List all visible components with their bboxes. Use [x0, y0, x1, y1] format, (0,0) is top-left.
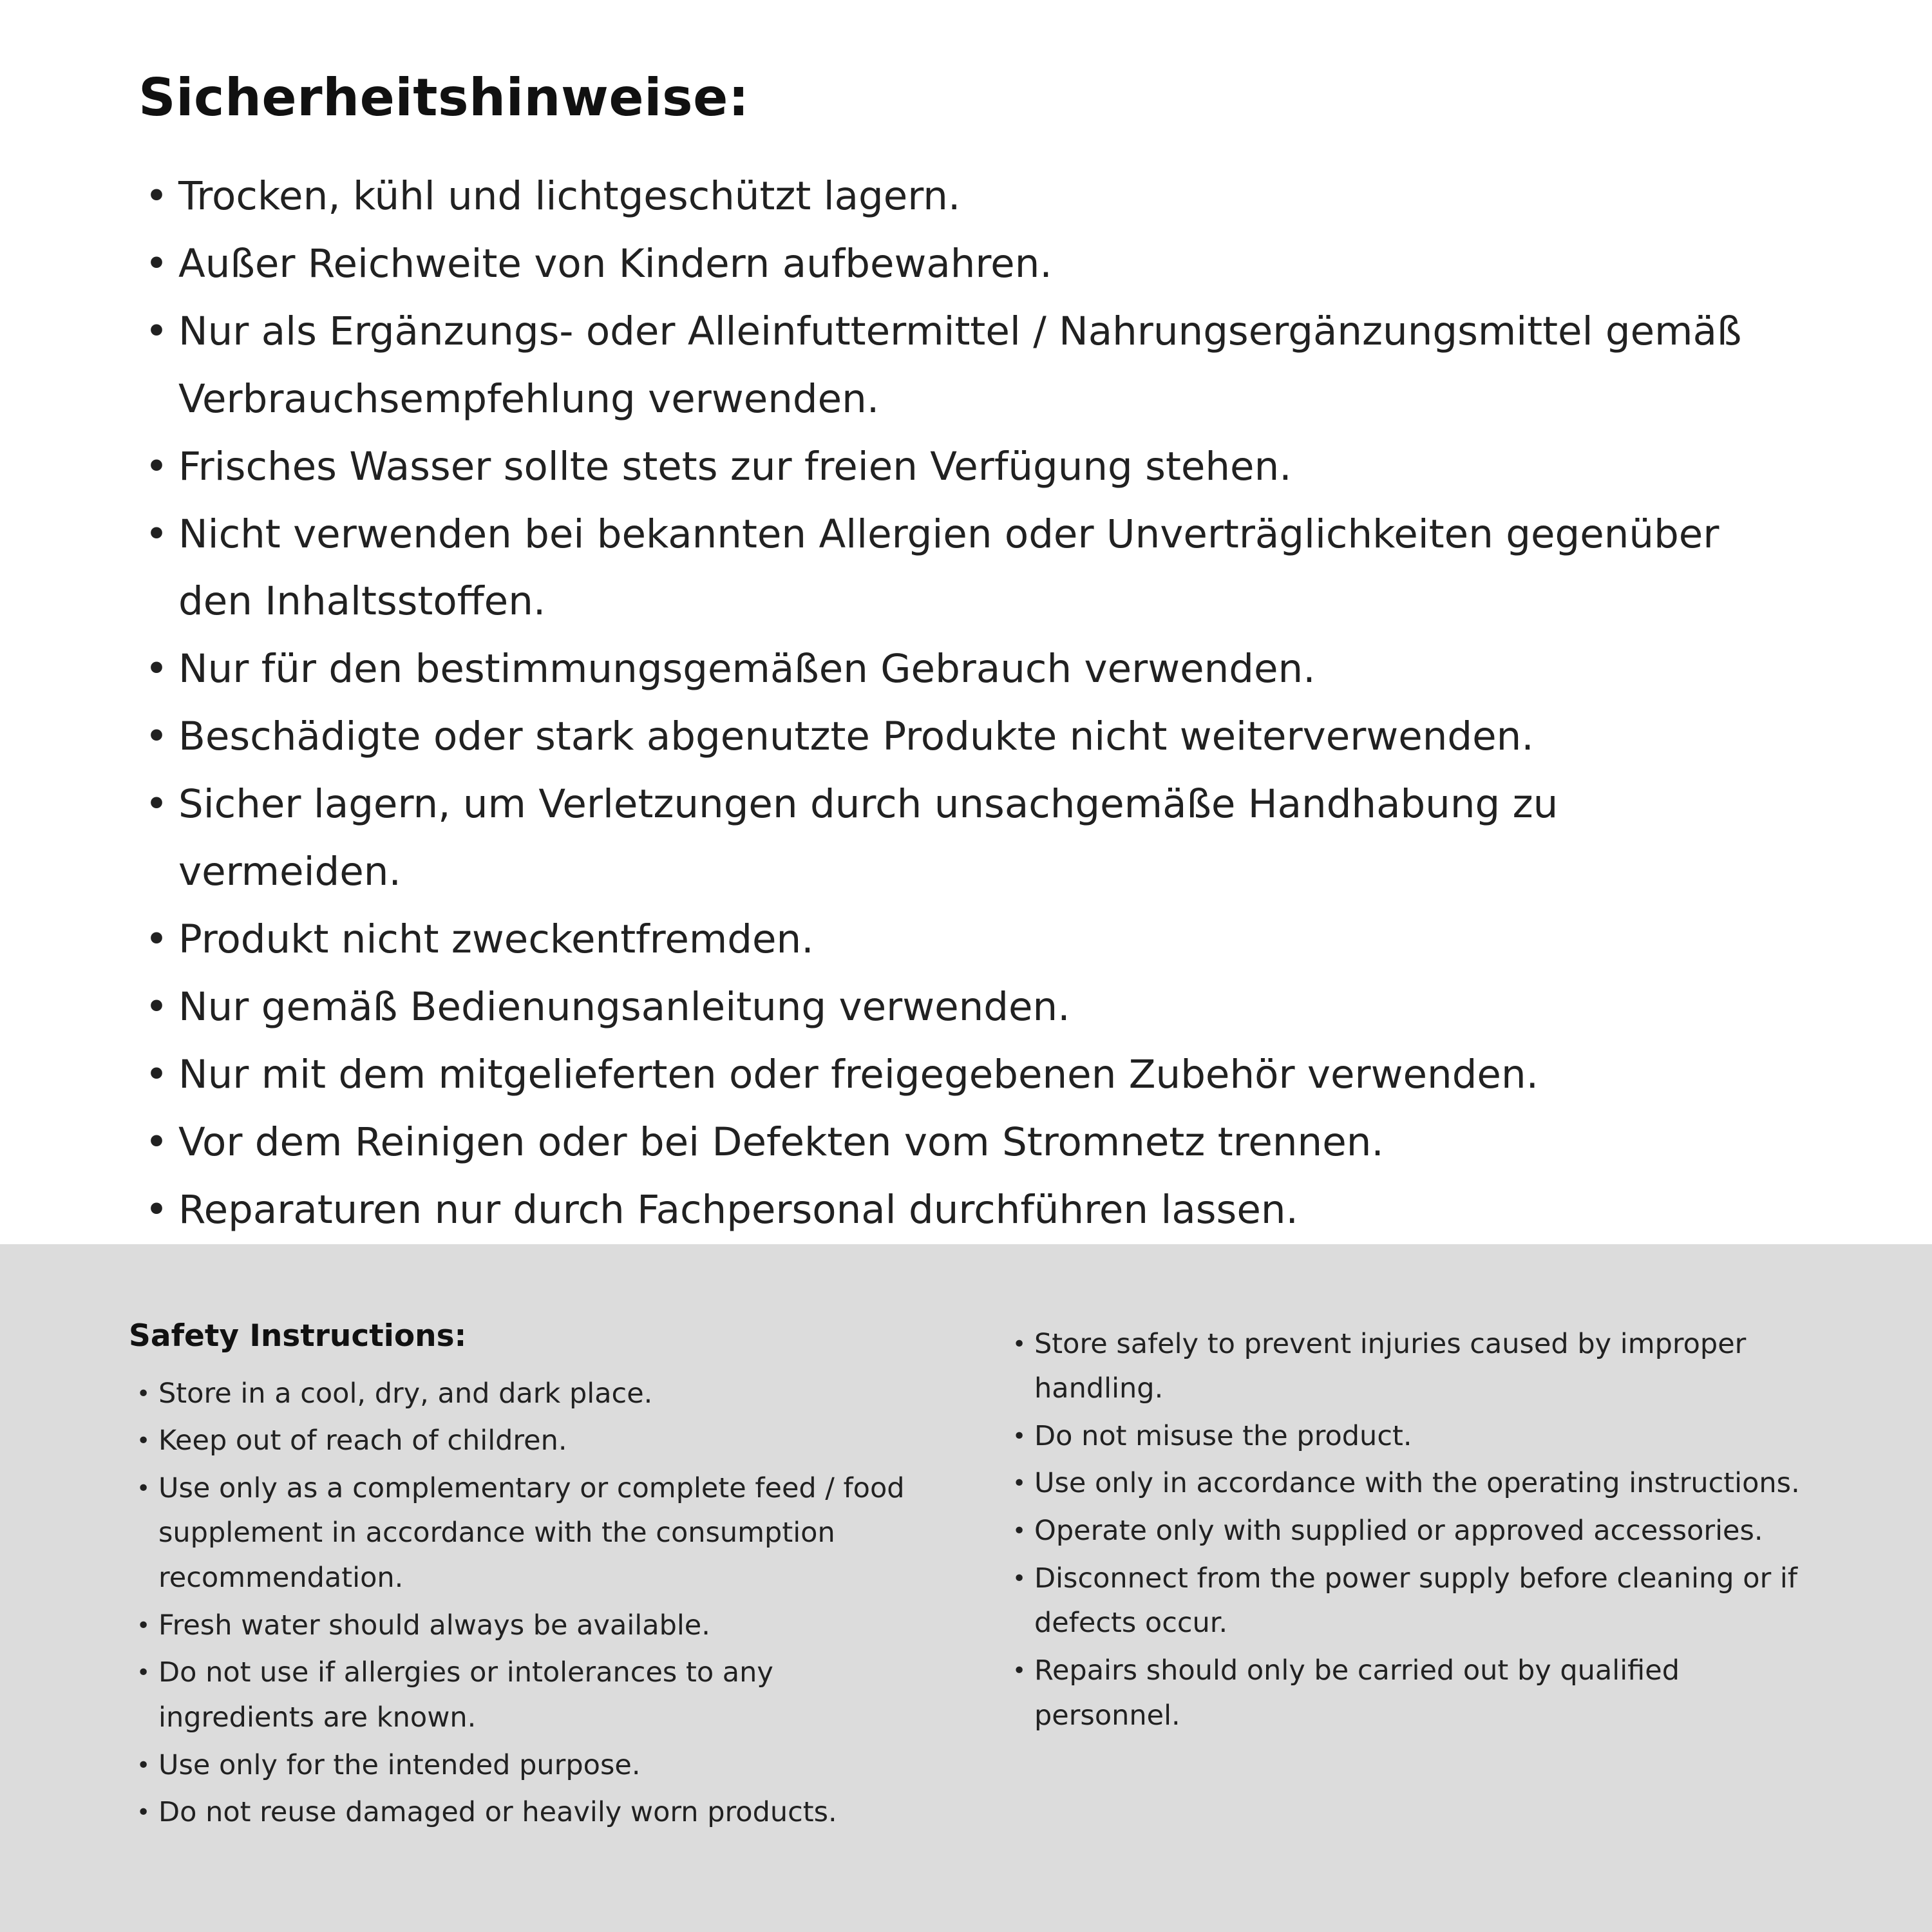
list-item: • Use only in accordance with the operating instructions.	[1005, 1461, 1803, 1506]
list-item: • Keep out of reach of children.	[129, 1419, 927, 1464]
list-item: • Produkt nicht zweckentfremden.	[138, 906, 1790, 974]
english-section-title: Safety Instructions:	[129, 1318, 467, 1354]
list-item: • Reparaturen nur durch Fachpersonal durchführen lassen.	[138, 1177, 1790, 1244]
english-safety-list-right	[1005, 1322, 1803, 1739]
list-item: • Vor dem Reinigen oder bei Defekten vom Stromnetz trennen.	[138, 1109, 1790, 1177]
list-item: • Außer Reichweite von Kindern aufbewahren.	[138, 231, 1790, 298]
list-item: • Trocken, kühl und lichtgeschützt lagern.	[138, 163, 1790, 231]
list-item: • Nur für den bestimmungsgemäßen Gebrauch verwenden.	[138, 636, 1790, 703]
list-item: • Frisches Wasser sollte stets zur freien Verfügung stehen.	[138, 433, 1790, 501]
list-item: • Use only for the intended purpose.	[129, 1743, 927, 1788]
german-section-title: Sicherheitshinweise:	[138, 68, 750, 128]
list-item: • Disconnect from the power supply before cleaning or if defects occur.	[1005, 1557, 1803, 1646]
english-left-column	[129, 1318, 927, 1894]
list-item: • Nur gemäß Bedienungsanleitung verwenden.	[138, 974, 1790, 1041]
english-right-column	[1005, 1318, 1803, 1894]
list-item: • Use only as a complementary or complete feed / food supplement in accordance with the consumption recommendation.	[129, 1466, 927, 1601]
list-item: • Beschädigte oder stark abgenutzte Produkte nicht weiterverwenden.	[138, 703, 1790, 771]
list-item: • Sicher lagern, um Verletzungen durch unsachgemäße Handhabung zu vermeiden.	[138, 771, 1790, 906]
german-safety-list	[138, 163, 1790, 1244]
list-item: • Repairs should only be carried out by qualified personnel.	[1005, 1649, 1803, 1738]
list-item: • Operate only with supplied or approved accessories.	[1005, 1509, 1803, 1554]
list-item: • Nur mit dem mitgelieferten oder freigegebenen Zubehör verwenden.	[138, 1041, 1790, 1109]
list-item: • Do not misuse the product.	[1005, 1414, 1803, 1459]
english-safety-list-left	[129, 1372, 927, 1836]
list-item: • Store safely to prevent injuries caused by improper handling.	[1005, 1322, 1803, 1412]
list-item: • Nur als Ergänzungs- oder Alleinfuttermittel / Nahrungsergänzungsmittel gemäß Verbrauchsempfehlung verwenden.	[138, 298, 1790, 433]
list-item: • Do not use if allergies or intolerances to any ingredients are known.	[129, 1651, 927, 1740]
english-safety-section	[0, 1244, 1932, 1932]
list-item: • Store in a cool, dry, and dark place.	[129, 1372, 927, 1417]
list-item: • Nicht verwenden bei bekannten Allergien oder Unverträglichkeiten gegenüber den Inhaltsstoffen.	[138, 501, 1790, 636]
list-item: • Do not reuse damaged or heavily worn products.	[129, 1790, 927, 1835]
list-item: • Fresh water should always be available.	[129, 1604, 927, 1649]
